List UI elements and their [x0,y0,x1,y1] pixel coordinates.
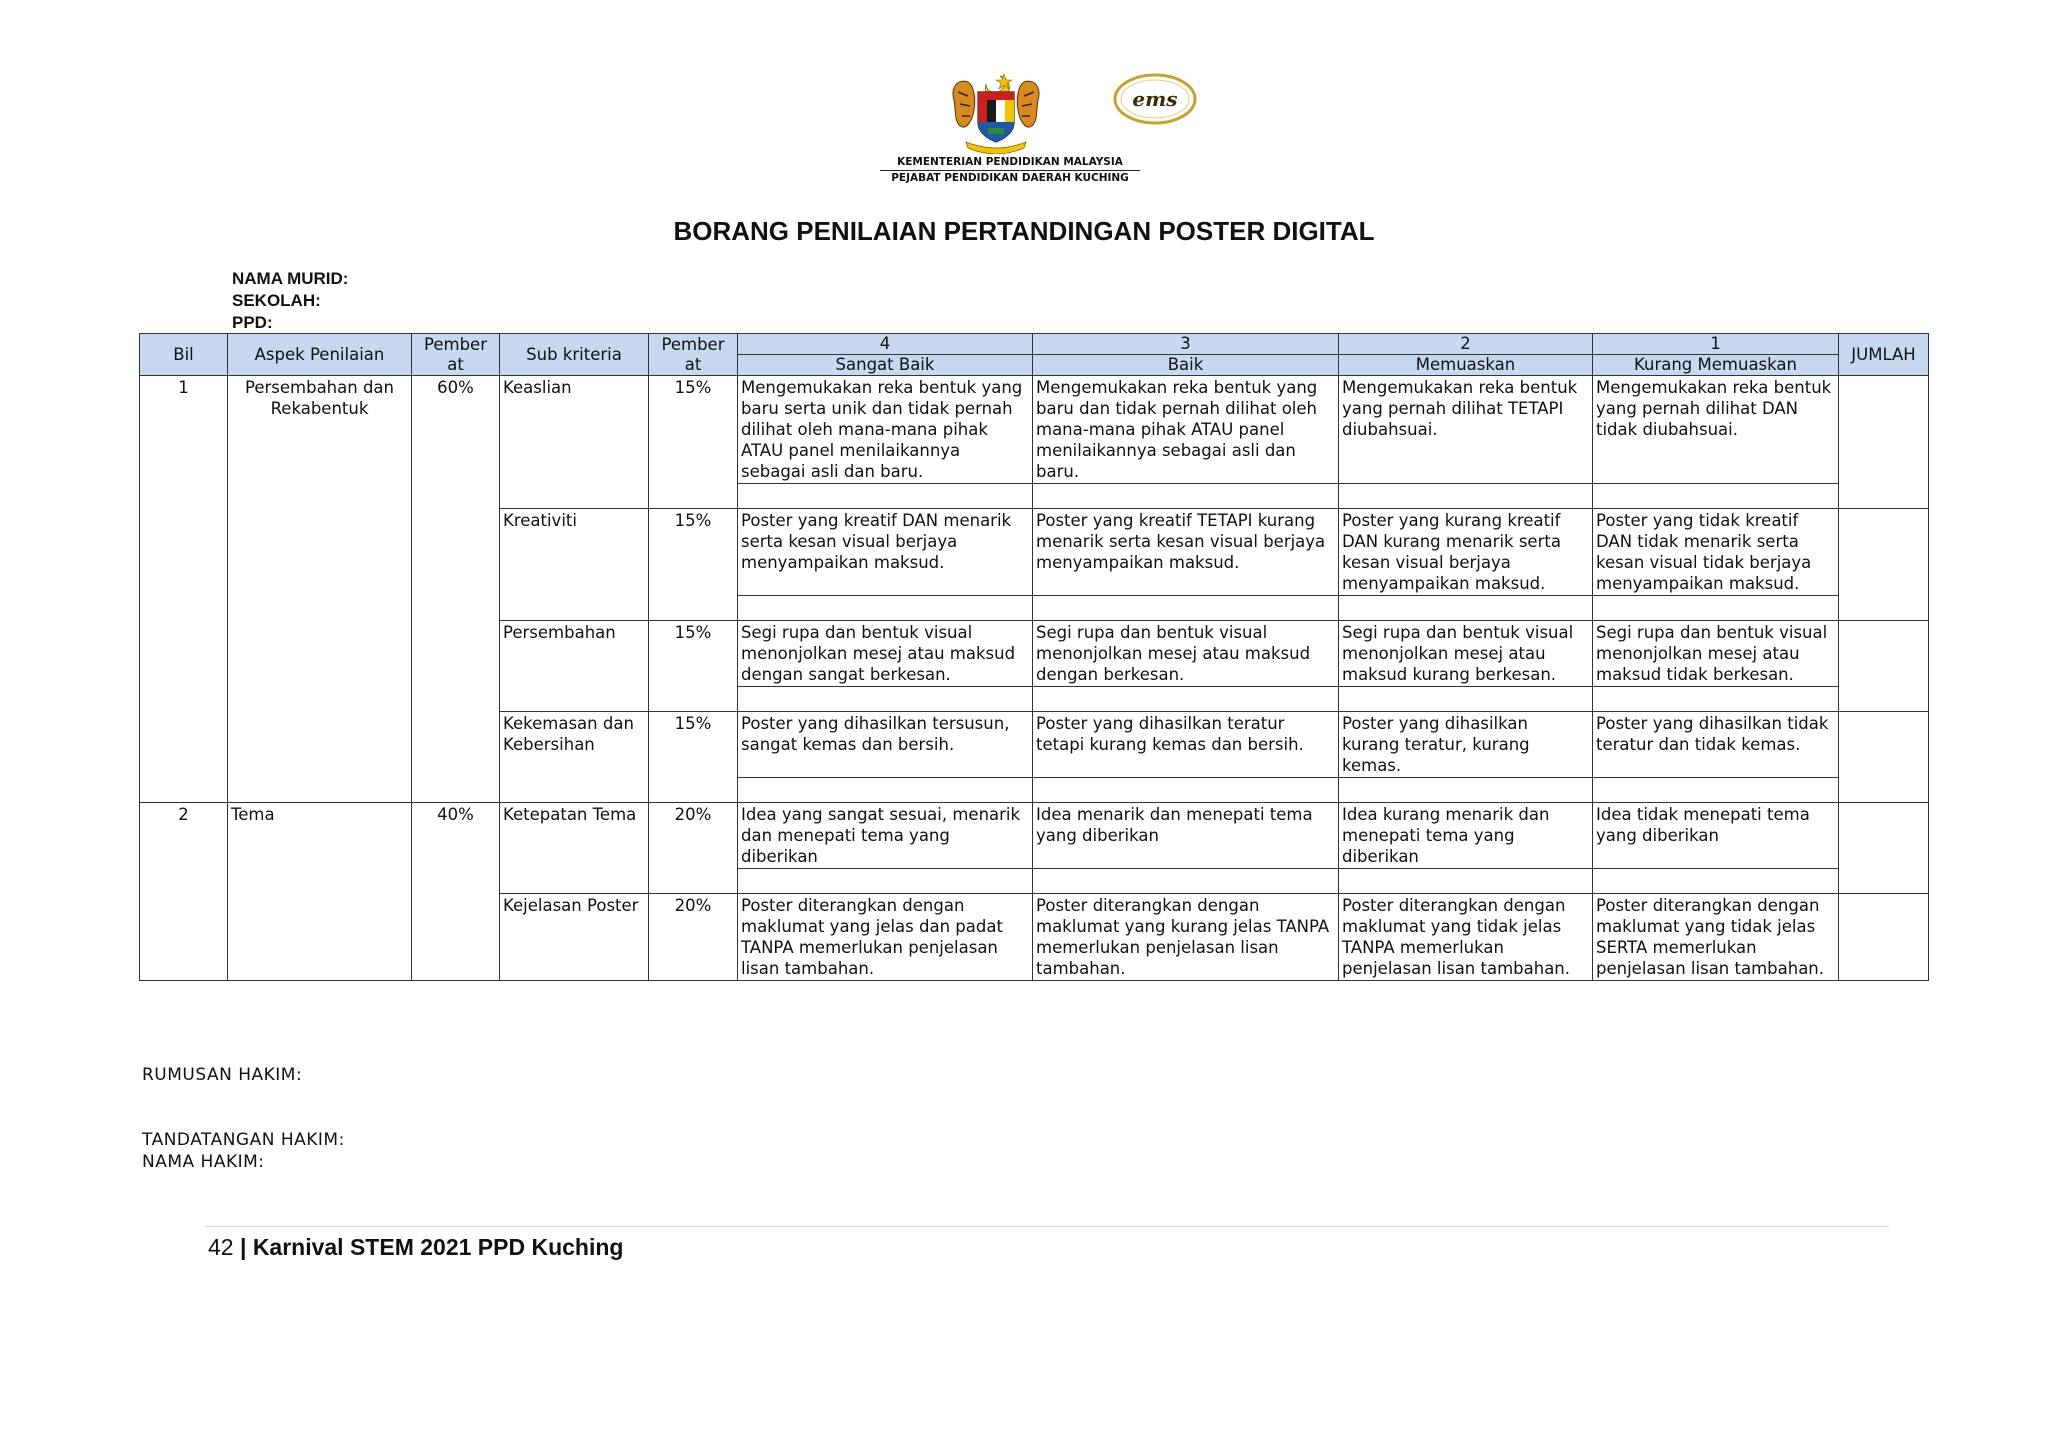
criteria-kekemasan-desc-2: Poster yang dihasilkan kurang teratur, kurang kemas. [1339,712,1593,778]
ministry-divider [880,170,1140,171]
district-office-name: PEJABAT PENDIDIKAN DAERAH KUCHING [891,172,1129,184]
criteria-kreativiti-weight: 15% [649,509,738,621]
header-label-kurang-memuaskan: Kurang Memuaskan [1593,355,1839,376]
section-2-aspek: Tema [228,803,412,981]
page-footer [208,1234,623,1261]
score-cell-2[interactable] [1339,778,1593,803]
score-cell-1[interactable] [1593,484,1839,509]
criteria-persembahan-desc-3: Segi rupa dan bentuk visual menonjolkan mesej atau maksud dengan berkesan. [1033,621,1339,687]
criteria-kejelasan-poster-desc-2: Poster diterangkan dengan maklumat yang tidak jelas TANPA memerlukan penjelasan lisan tambahan. [1339,894,1593,981]
score-cell-1[interactable] [1593,778,1839,803]
rubric-table [139,333,1929,981]
criteria-kreativiti-desc-1: Poster yang tidak kreatif DAN tidak menarik serta kesan visual tidak berjaya menyampaikan maksud. [1593,509,1839,596]
score-cell-2[interactable] [1339,596,1593,621]
header-sub-kriteria: Sub kriteria [500,334,649,376]
criteria-keaslian-desc-2: Mengemukakan reka bentuk yang pernah dilihat TETAPI diubahsuai. [1339,376,1593,484]
header-score-4: 4 [738,334,1033,355]
malaysia-coat-of-arms-logo [948,70,1044,154]
criteria-kekemasan-name: Kekemasan dan Kebersihan [500,712,649,803]
header-score-1: 1 [1593,334,1839,355]
score-cell-4[interactable] [738,687,1033,712]
score-cell-1[interactable] [1593,596,1839,621]
field-nama-murid: NAMA MURID: [232,269,349,288]
score-cell-1[interactable] [1593,869,1839,894]
criteria-keaslian-name: Keaslian [500,376,649,509]
criteria-kreativiti-desc-4: Poster yang kreatif DAN menarik serta kesan visual berjaya menyampaikan maksud. [738,509,1033,596]
criteria-kejelasan-poster-weight: 20% [649,894,738,981]
criteria-ketepatan-tema-name: Ketepatan Tema [500,803,649,894]
ministry-block [870,156,1150,185]
score-cell-3[interactable] [1033,687,1339,712]
score-cell-2[interactable] [1339,869,1593,894]
score-cell-3[interactable] [1033,596,1339,621]
criteria-ketepatan-tema-desc-4: Idea yang sangat sesuai, menarik dan menepati tema yang diberikan [738,803,1033,869]
nama-hakim-label: NAMA HAKIM: [142,1152,265,1172]
section-2-bil: 2 [140,803,228,981]
criteria-keaslian-desc-4: Mengemukakan reka bentuk yang baru serta unik dan tidak pernah dilihat oleh mana-mana pihak ATAU panel menilaikannya sebagai asli dan baru. [738,376,1033,484]
score-cell-4[interactable] [738,778,1033,803]
criteria-kekemasan-desc-3: Poster yang dihasilkan teratur tetapi kurang kemas dan bersih. [1033,712,1339,778]
criteria-keaslian-jumlah-cell[interactable] [1839,376,1929,509]
score-cell-2[interactable] [1339,687,1593,712]
header-label-baik: Baik [1033,355,1339,376]
criteria-kreativiti-jumlah-cell[interactable] [1839,509,1929,621]
page-number: 42 [208,1234,234,1260]
section-1-pemberat: 60% [412,376,500,803]
criteria-kejelasan-poster-name: Kejelasan Poster [500,894,649,981]
header-pemberat-aspek: Pember at [412,334,500,376]
section-1-bil: 1 [140,376,228,803]
section-2-pemberat: 40% [412,803,500,981]
criteria-ketepatan-tema-desc-3: Idea menarik dan menepati tema yang diberikan [1033,803,1339,869]
header-row-1 [140,334,1929,355]
criteria-persembahan-weight: 15% [649,621,738,712]
score-cell-3[interactable] [1033,484,1339,509]
criteria-persembahan-desc-2: Segi rupa dan bentuk visual menonjolkan mesej atau maksud kurang berkesan. [1339,621,1593,687]
criteria-ketepatan-tema-jumlah-cell[interactable] [1839,803,1929,894]
field-ppd: PPD: [232,313,273,332]
student-info-fields [232,268,348,334]
score-cell-4[interactable] [738,596,1033,621]
ems-logo-text: ems [1132,87,1178,111]
criteria-ketepatan-tema-desc-2: Idea kurang menarik dan menepati tema yang diberikan [1339,803,1593,869]
criteria-keaslian-desc-3: Mengemukakan reka bentuk yang baru dan tidak pernah dilihat oleh mana-mana pihak ATAU panel menilaikannya sebagai asli dan baru. [1033,376,1339,484]
criteria-ketepatan-tema-desc-1: Idea tidak menepati tema yang diberikan [1593,803,1839,869]
header-score-3: 3 [1033,334,1339,355]
header-label-sangat-baik: Sangat Baik [738,355,1033,376]
table-row [140,803,1929,869]
header-jumlah: JUMLAH [1839,334,1929,376]
score-cell-3[interactable] [1033,778,1339,803]
field-sekolah: SEKOLAH: [232,291,321,310]
rumusan-hakim-label: RUMUSAN HAKIM: [142,1065,303,1085]
score-cell-4[interactable] [738,869,1033,894]
criteria-kejelasan-poster-desc-3: Poster diterangkan dengan maklumat yang kurang jelas TANPA memerlukan penjelasan lisan tambahan. [1033,894,1339,981]
footer-separator: | [239,1234,247,1260]
criteria-kekemasan-jumlah-cell[interactable] [1839,712,1929,803]
footer-divider [205,1226,1889,1227]
criteria-keaslian-weight: 15% [649,376,738,509]
ems-logo [1110,70,1200,128]
criteria-persembahan-desc-4: Segi rupa dan bentuk visual menonjolkan mesej atau maksud dengan sangat berkesan. [738,621,1033,687]
criteria-persembahan-desc-1: Segi rupa dan bentuk visual menonjolkan mesej atau maksud tidak berkesan. [1593,621,1839,687]
criteria-kekemasan-weight: 15% [649,712,738,803]
criteria-kreativiti-desc-2: Poster yang kurang kreatif DAN kurang menarik serta kesan visual berjaya menyampaikan maksud. [1339,509,1593,596]
table-row [140,376,1929,484]
ministry-name: KEMENTERIAN PENDIDIKAN MALAYSIA [897,156,1123,168]
score-cell-1[interactable] [1593,687,1839,712]
criteria-kejelasan-poster-desc-4: Poster diterangkan dengan maklumat yang jelas dan padat TANPA memerlukan penjelasan lisan tambahan. [738,894,1033,981]
header-aspek-penilaian: Aspek Penilaian [228,334,412,376]
criteria-persembahan-name: Persembahan [500,621,649,712]
footer-event-name: Karnival STEM 2021 PPD Kuching [252,1234,624,1260]
header-pemberat-kriteria: Pember at [649,334,738,376]
criteria-kreativiti-desc-3: Poster yang kreatif TETAPI kurang menarik serta kesan visual berjaya menyampaikan maksud. [1033,509,1339,596]
tandatangan-hakim-label: TANDATANGAN HAKIM: [142,1130,345,1150]
criteria-kejelasan-poster-jumlah-cell[interactable] [1839,894,1929,981]
criteria-kejelasan-poster-desc-1: Poster diterangkan dengan maklumat yang tidak jelas SERTA memerlukan penjelasan lisan tambahan. [1593,894,1839,981]
section-1-aspek: Persembahan dan Rekabentuk [228,376,412,803]
criteria-kekemasan-desc-4: Poster yang dihasilkan tersusun, sangat kemas dan bersih. [738,712,1033,778]
form-title: BORANG PENILAIAN PERTANDINGAN POSTER DIGITAL [673,216,1375,246]
criteria-keaslian-desc-1: Mengemukakan reka bentuk yang pernah dilihat DAN tidak diubahsuai. [1593,376,1839,484]
header-label-memuaskan: Memuaskan [1339,355,1593,376]
criteria-ketepatan-tema-weight: 20% [649,803,738,894]
criteria-kekemasan-desc-1: Poster yang dihasilkan tidak teratur dan tidak kemas. [1593,712,1839,778]
score-cell-4[interactable] [738,484,1033,509]
header-logos [940,64,1200,154]
score-cell-3[interactable] [1033,869,1339,894]
header-bil: Bil [140,334,228,376]
header-score-2: 2 [1339,334,1593,355]
score-cell-2[interactable] [1339,484,1593,509]
criteria-persembahan-jumlah-cell[interactable] [1839,621,1929,712]
criteria-kreativiti-name: Kreativiti [500,509,649,621]
